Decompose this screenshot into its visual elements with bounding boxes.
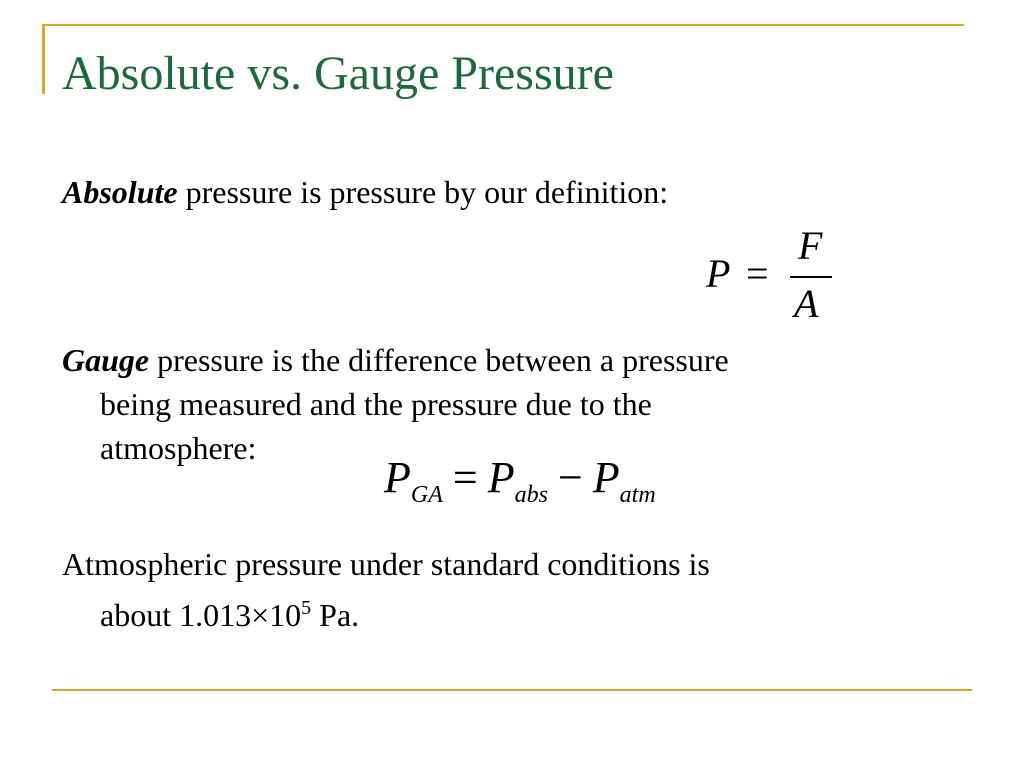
p-gauge-symbol: P	[384, 453, 411, 502]
gauge-definition-line3: atmosphere:	[100, 430, 257, 466]
p-gauge-subscript: GA	[410, 482, 443, 508]
absolute-definition-text: pressure is pressure by our definition:	[177, 174, 669, 210]
atmospheric-value-prefix: about 1.013×10	[100, 597, 302, 633]
gauge-keyword: Gauge	[62, 342, 150, 378]
gauge-definition-paragraph	[62, 338, 729, 470]
slide-title: Absolute vs. Gauge Pressure	[62, 47, 614, 100]
gauge-pressure-equation	[384, 452, 656, 509]
top-accent-line	[42, 24, 964, 26]
p-abs-symbol: P	[487, 453, 515, 502]
pressure-symbol: P	[706, 251, 731, 296]
atmospheric-value-suffix: Pa.	[311, 597, 360, 633]
gauge-definition-line1: pressure is the difference between a pressure	[149, 342, 729, 378]
fraction-bar	[790, 276, 832, 278]
absolute-keyword: Absolute	[62, 174, 178, 210]
equals-sign: =	[452, 453, 478, 502]
equals-sign: =	[746, 251, 769, 296]
p-atm-symbol: P	[592, 453, 620, 502]
p-abs-subscript: abs	[514, 482, 548, 508]
atmospheric-value-exponent: 5	[301, 597, 312, 619]
minus-sign: −	[557, 453, 583, 502]
pressure-equation	[706, 222, 836, 332]
left-accent-line	[42, 24, 45, 94]
atmospheric-pressure-paragraph	[62, 542, 710, 637]
atmospheric-line1: Atmospheric pressure under standard conditions is	[62, 546, 710, 582]
gauge-definition-line2: being measured and the pressure due to the	[100, 386, 652, 422]
p-atm-subscript: atm	[619, 482, 656, 508]
bottom-accent-line	[52, 689, 972, 691]
atmospheric-line2	[62, 586, 710, 637]
force-numerator: F	[798, 223, 823, 268]
absolute-definition-paragraph	[62, 170, 668, 214]
area-denominator: A	[794, 281, 819, 326]
